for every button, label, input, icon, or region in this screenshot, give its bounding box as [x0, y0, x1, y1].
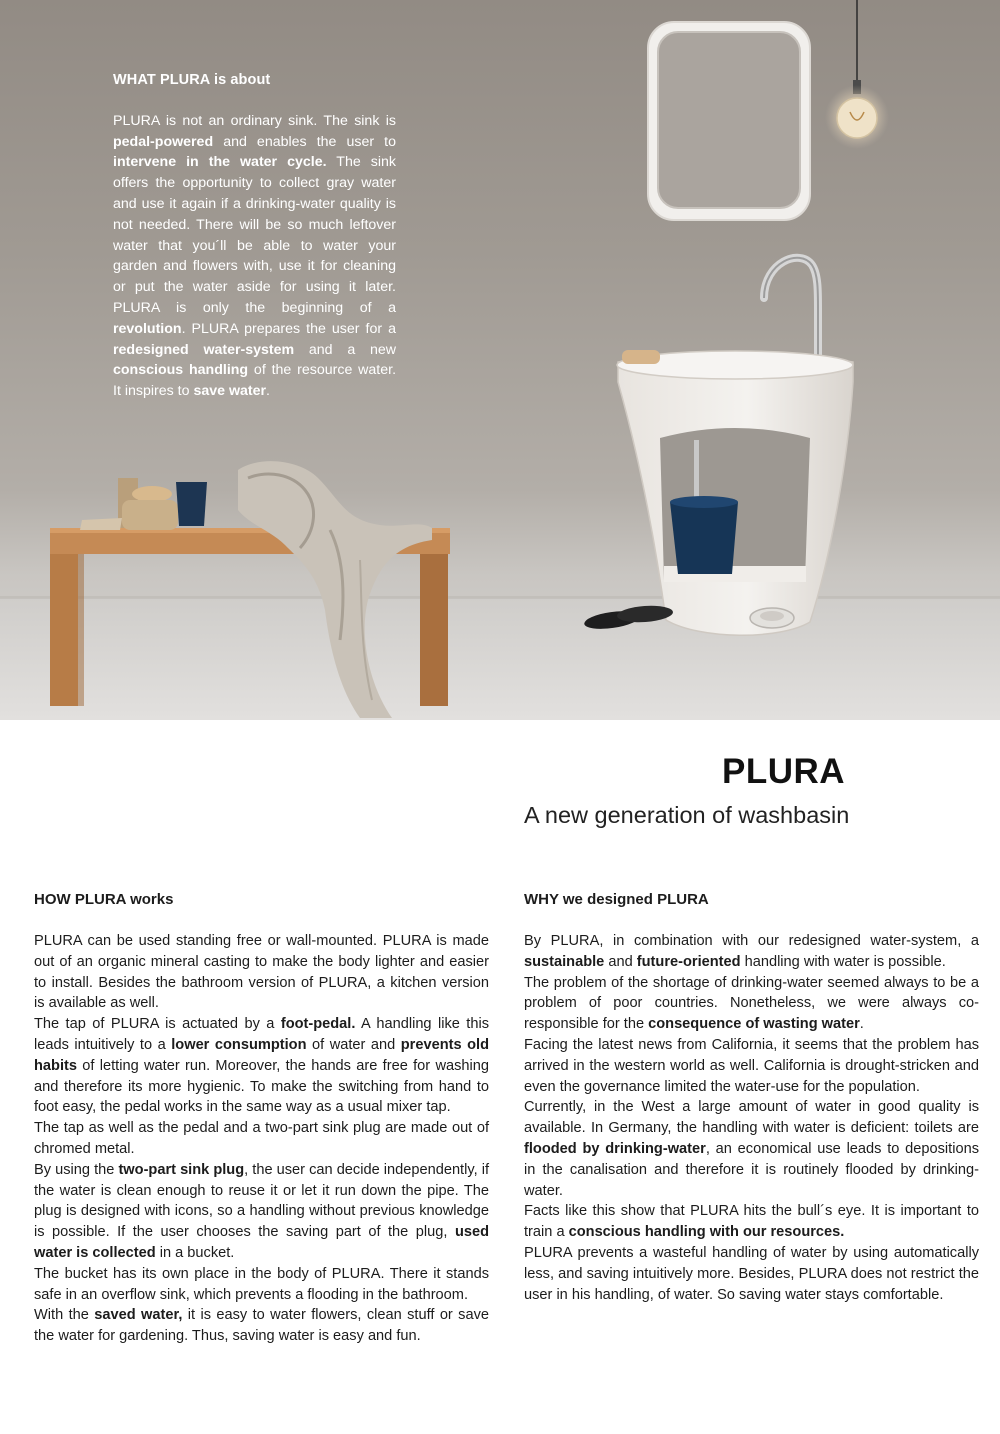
emphasis-text: used water is collected: [34, 1224, 489, 1261]
emphasis-text: consequence of wasting water: [648, 1016, 860, 1033]
pendant-bulb: [825, 0, 889, 149]
plura-sink: [617, 350, 853, 635]
text-run: . PLURA prepares the user for a: [181, 320, 396, 337]
text-run: and: [604, 953, 637, 970]
how-paragraph: [34, 931, 489, 1014]
emphasis-text: two-part sink plug: [118, 1161, 245, 1178]
page-title: PLURA: [722, 752, 846, 791]
how-paragraph: [34, 1160, 489, 1264]
text-run: PLURA is not an ordinary sink. The sink is: [113, 112, 396, 129]
intro-text-block: [113, 70, 396, 402]
text-run: By using the: [34, 1161, 119, 1178]
text-run: .: [266, 383, 270, 400]
why-paragraph: [524, 931, 979, 973]
text-run: in a bucket.: [155, 1244, 235, 1261]
why-we-designed-column: [524, 889, 979, 1305]
text-run: Currently, in the West a large amount of water in good quality is available. In Germany, the handling with water is deficient: toilets are: [524, 1099, 979, 1137]
emphasis-text: revolution: [113, 320, 182, 337]
text-run: With the: [34, 1307, 95, 1324]
text-run: it is easy to water flowers, clean stuff or save the water for gardening. Thus, saving water is easy and fun.: [34, 1307, 489, 1345]
why-paragraph: [524, 1097, 979, 1201]
emphasis-text: prevents old habits: [34, 1036, 489, 1074]
text-run: A handling like this leads intuitively to a: [34, 1016, 489, 1053]
emphasis-text: future-oriented: [636, 953, 741, 970]
text-run: PLURA prevents a wasteful handling of water by using automatically less, and saving intuitively more. Besides, PLURA does not restrict the user in his handling, of water. So saving water stays comfortable.: [524, 1244, 979, 1303]
how-heading: HOW PLURA works: [34, 891, 174, 908]
how-paragraph: [34, 1118, 489, 1160]
how-paragraph: [34, 1305, 489, 1347]
text-run: , an economical use leads to depositions in the canalisation and therefore it is routinely flooded by drinking-water.: [524, 1140, 980, 1199]
emphasis-text: foot-pedal.: [280, 1016, 356, 1033]
text-run: Facts like this show that PLURA hits the bull´s eye. It is important to train a: [524, 1203, 979, 1241]
why-paragraph: [524, 1243, 979, 1305]
text-run: The tap as well as the pedal and a two-part sink plug are made out of chromed metal.: [34, 1120, 489, 1157]
why-heading: WHY we designed PLURA: [524, 891, 709, 908]
emphasis-text: pedal-powered: [113, 133, 214, 150]
text-run: of the resource water. It inspires to: [113, 362, 397, 400]
intro-heading: WHAT PLURA is about: [113, 72, 271, 88]
emphasis-text: save water: [193, 383, 267, 400]
floor: [0, 598, 1000, 720]
emphasis-text: intervene in the water cycle.: [113, 154, 327, 171]
emphasis-text: sustainable: [524, 953, 605, 970]
text-run: and a new: [294, 341, 396, 358]
text-run: The sink offers the opportunity to collect gray water and use it again if a drinking-water quality is not needed. There will be so much leftover water that you´ll be able to water your garden and flowers with, use it for cleaning or put the water aside for using it later. PLURA is only the beginning of a: [113, 154, 396, 316]
text-run: The problem of the shortage of drinking-water seemed always to be a problem of poor countries. Nonetheless, we were always co-responsible for the: [524, 974, 979, 1033]
text-run: handling with water is possible.: [740, 953, 946, 970]
why-paragraph: [524, 973, 979, 1035]
how-paragraph: [34, 1014, 489, 1118]
text-run: The bucket has its own place in the body of PLURA. There it stands safe in an overflow sink, which prevents a flooding in the bathroom.: [34, 1265, 489, 1303]
text-run: PLURA can be used standing free or wall-mounted. PLURA is made out of an organic mineral casting to make the body lighter and easier to install. Besides the bathroom version of PLURA, a kitchen version is available as well.: [34, 933, 489, 1012]
text-run: of letting water run. Moreover, the hands are free for washing and therefore its more hygienic. To make the switching from hand to foot easy, the pedal works in the same way as a usual mixer tap.: [34, 1057, 489, 1116]
text-run: of water and: [306, 1036, 401, 1053]
text-run: The tap of PLURA is actuated by a: [34, 1016, 281, 1033]
bath-accessories: [80, 478, 207, 530]
text-run: and enables the user to: [213, 133, 396, 150]
emphasis-text: saved water,: [94, 1307, 183, 1324]
how-plura-works-column: [34, 889, 489, 1347]
how-paragraph: [34, 1264, 489, 1306]
why-paragraph: [524, 1035, 979, 1097]
text-run: By PLURA, in combination with our redesigned water-system, a: [524, 933, 979, 949]
why-paragraph: [524, 1201, 979, 1243]
text-run: .: [859, 1016, 864, 1033]
emphasis-text: conscious handling: [113, 362, 249, 379]
emphasis-text: flooded by drinking-water: [524, 1140, 706, 1157]
emphasis-text: redesigned water-system: [113, 341, 295, 358]
page-subtitle: A new generation of washbasin: [524, 802, 850, 828]
emphasis-text: lower consumption: [171, 1036, 307, 1053]
text-run: , the user can decide independently, if the water is clean enough to reuse it or let it run down the pipe. The plug is designed with icons, so a handling without previous knowledge is possible. If the user chooses the saving part of the plug,: [34, 1161, 489, 1241]
text-run: Facing the latest news from California, it seems that the problem has arrived in the western world as well. California is drought-stricken and even the governance limited the water-use for the population.: [524, 1036, 979, 1095]
intro-paragraph: [113, 111, 396, 402]
mirror: [648, 22, 810, 220]
emphasis-text: conscious handling with our resources.: [568, 1224, 845, 1241]
